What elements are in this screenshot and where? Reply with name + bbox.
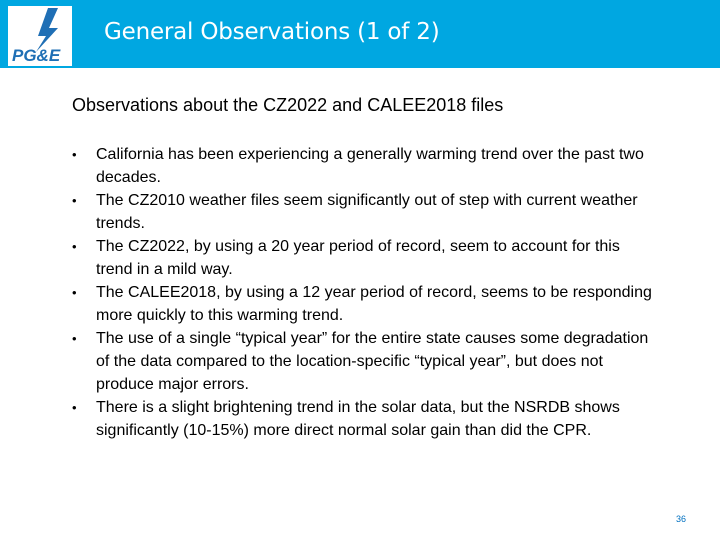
list-item-text: The CALEE2018, by using a 12 year period of record, seems to be responding more quickly to this warming trend. [96,284,652,324]
list-item-text: The CZ2010 weather files seem significantly out of step with current weather trends. [96,192,638,232]
list-item [72,281,652,327]
title-banner [0,0,720,68]
list-item [72,327,652,396]
page-number: 36 [675,514,686,524]
list-item-text: The CZ2022, by using a 20 year period of record, seem to account for this trend in a mild way. [96,238,620,278]
bullet-list [72,143,652,442]
list-item-text: California has been experiencing a generally warming trend over the past two decades. [96,146,644,186]
bullet-icon: • [72,193,77,208]
bullet-icon: • [72,285,77,300]
list-item [72,235,652,281]
list-item-text: There is a slight brightening trend in the solar data, but the NSRDB shows significantly (10-15%) more direct normal solar gain than did the CPR. [96,399,620,439]
bullet-icon: • [72,331,77,346]
logo-text: PG&E [12,46,61,65]
bullet-icon: • [72,147,77,162]
list-item [72,143,652,189]
bullet-icon: • [72,400,77,415]
pge-logo-icon [8,6,72,66]
list-item-text: The use of a single “typical year” for the entire state causes some degradation of the data compared to the location-specific “typical year”, but does not produce major errors. [96,330,649,393]
section-heading: Observations about the CZ2022 and CALEE2018 files [72,95,504,115]
bullet-icon: • [72,239,77,254]
list-item [72,189,652,235]
page-title: General Observations (1 of 2) [104,19,440,45]
list-item [72,396,652,442]
